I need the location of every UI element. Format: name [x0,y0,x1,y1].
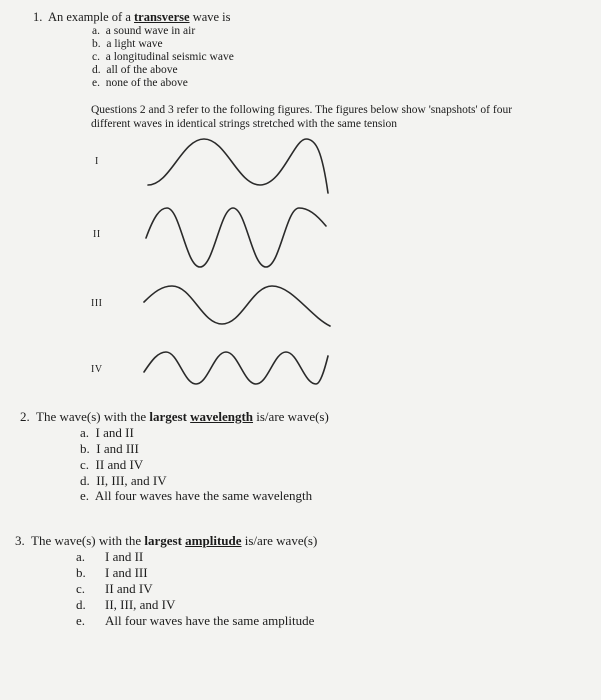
question-3-stem: 3. The wave(s) with the largest amplitude is/are wave(s) [15,533,318,548]
question-3-option-d[interactable]: d. II, III, and IV [76,597,176,612]
question-1-option-d[interactable]: d. all of the above [92,64,178,76]
question-2-option-a[interactable]: a. I and II [80,425,134,440]
wave-label-iii: III [91,298,103,309]
wave-label-i: I [95,156,99,167]
question-1-number: 1. [33,10,43,24]
question-1-option-b[interactable]: b. a light wave [92,38,163,50]
question-1-option-e[interactable]: e. none of the above [92,77,188,89]
question-3-option-c[interactable]: c. II and IV [76,581,153,596]
wave-figure-i [140,133,330,195]
question-1-keyword: transverse [134,10,190,24]
wave-label-ii: II [93,229,101,240]
wave-i-curve [148,139,328,193]
figures-intro-line-2: different waves in identical strings stretched with the same tension [91,118,398,130]
question-3-option-b[interactable]: b. I and III [76,565,148,580]
question-3-keyword: amplitude [185,533,242,548]
question-3-option-e[interactable]: e. All four waves have the same amplitude [76,613,315,628]
question-3-number: 3. [15,533,25,548]
figures-intro-line-1: Questions 2 and 3 refer to the following figures. The figures below show 'snapshots' of four [91,104,513,116]
question-2-number: 2. [20,409,30,424]
question-2-option-e[interactable]: e. All four waves have the same wavelength [80,488,313,503]
wave-figure-ii [140,200,330,272]
wave-iii-curve [144,286,330,326]
wave-figure-iii [140,280,335,332]
question-2-option-d[interactable]: d. II, III, and IV [80,473,167,488]
question-3-option-a[interactable]: a. I and II [76,549,144,564]
question-2-option-c[interactable]: c. II and IV [80,457,144,472]
wave-label-iv: IV [91,364,103,375]
question-1-option-c[interactable]: c. a longitudinal seismic wave [92,51,234,63]
wave-ii-curve [146,208,326,267]
wave-figure-iv [140,342,330,390]
question-2-stem: 2. The wave(s) with the largest wavelength is/are wave(s) [20,409,329,424]
wave-iv-curve [144,352,328,384]
question-1-stem: 1. An example of a transverse wave is [33,10,231,24]
question-1-option-a[interactable]: a. a sound wave in air [92,25,196,37]
question-2-option-b[interactable]: b. I and III [80,441,139,456]
question-2-keyword: wavelength [190,409,254,424]
